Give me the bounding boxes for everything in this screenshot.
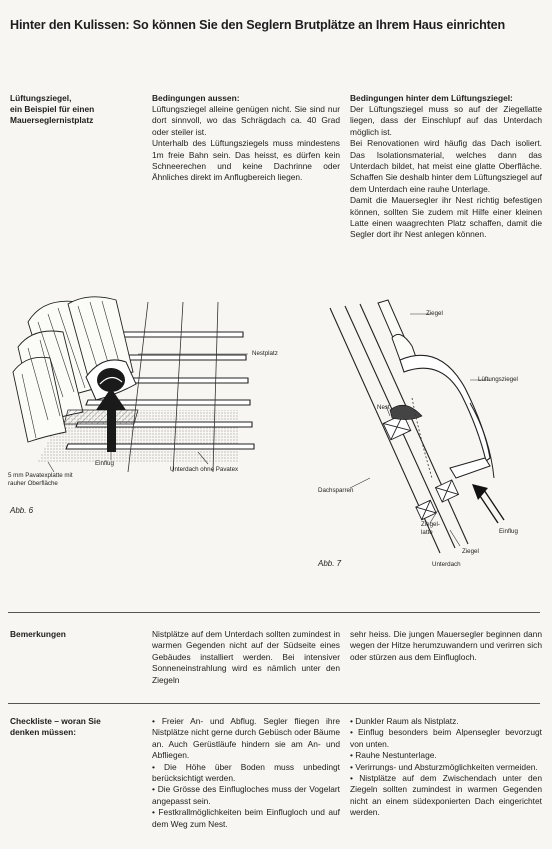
conditions-outside-heading: Bedingungen aussen: (152, 93, 240, 103)
fig7-label-ziegel-bottom: Ziegel (462, 548, 479, 555)
fig6-label-einflug: Einflug (95, 460, 114, 467)
list-item: • Rauhe Nestunterlage. (350, 750, 437, 761)
figure-6-roof-illustration (8, 292, 268, 482)
checklist-heading: Checkliste – woran Sie denken müssen: (10, 716, 101, 737)
remarks-text-a: Nistplätze auf dem Unterdach sollten zumindest in warmen Gegenden nicht auf der Südseite eines Gebäudes installiert werden. Bei intensiver Sonneneinstrahlung wird es nämlich unter den Ziegeln (152, 629, 340, 685)
fig7-label-unterdach: Unterdach (432, 561, 461, 568)
conditions-inside-text: Der Lüftungsziegel muss so auf der Ziegellatte liegen, dass der Einschlupf auf das Unterdach möglich ist. Bei Renovationen wird häufig das Dach isoliert. Das Isolationsmaterial, welches dann das Unterdach bildet, hat meist eine glatte Oberfläche. Schaffen Sie deshalb hinter dem Lüftungsziegel auf dem Unterdach eine rauhe Unterlage. Damit die Mauersegler ihr Nest richtig befestigen können, sollten Sie zudem mit Hilfe einer kleinen Latte einen waagrechten Platz schaffen, damit die Segler dort ihr Nest anlegen können. (350, 104, 542, 240)
list-item: • Dunkler Raum als Nistplatz. (350, 716, 459, 726)
fig7-caption: Abb. 7 (318, 559, 342, 568)
checklist-column-a (152, 716, 340, 830)
list-item: • Die Grösse des Einflugloches muss der Vogelart angepasst sein. (152, 784, 340, 806)
fig7-label-ziegel-top: Ziegel (426, 310, 443, 317)
fig6-label-nestplatz: Nestplatz (252, 350, 278, 357)
intro-heading: Lüftungsziegel, ein Beispiel für einen Mauerseglernistplatz (10, 93, 95, 125)
page-title: Hinter den Kulissen: So können Sie den Seglern Brutplätze an Ihrem Haus einrichten (10, 18, 506, 32)
fig7-label-einflug: Einflug (499, 528, 518, 535)
fig6-label-unterdach: Unterdach ohne Pavatex (170, 466, 239, 473)
list-item: • Freier An- und Abflug. Segler fliegen ihre Nistplätze nicht gerne durch Gebüsch oder Bäume an. Auch Gerüstläufe hindern sie am An- und Abfliegen. (152, 716, 340, 761)
checklist-column-b (350, 716, 542, 819)
fig7-label-ziegellatte: Ziegel- latte (421, 521, 440, 536)
fig7-label-nest: Nest (377, 404, 390, 411)
list-item: • Festkrallmöglichkeiten beim Einflugloch und auf dem Weg zum Nest. (152, 807, 340, 829)
list-item: • Verirrungs- und Absturzmöglichkeiten vermeiden. (350, 761, 538, 772)
fig7-label-lueftungsziegel: Lüftungsziegel (478, 376, 518, 383)
conditions-outside (152, 93, 340, 184)
conditions-inside (350, 93, 542, 241)
figure-7-section-diagram (300, 298, 520, 568)
fig6-caption: Abb. 6 (10, 506, 34, 515)
fig6-label-pavatex-plate: 5 mm Pavatexplatte mit rauher Oberfläche (8, 472, 73, 487)
conditions-inside-heading: Bedingungen hinter dem Lüftungsziegel: (350, 93, 513, 103)
conditions-outside-text: Lüftungsziegel alleine genügen nicht. Sie sind nur dort sinnvoll, wo das Schrägdach ca. 40 Grad oder steiler ist. Unterhalb des Lüftungsziegels muss mindestens 1m freie Bahn sein. Das heisst, es dürfen kein Schneerechen und keine Dachrinne oder Ähnliches direkt im Anflugbereich liegen. (152, 104, 340, 183)
fig7-label-dachsparren: Dachsparren (318, 487, 354, 494)
list-item: • Die Höhe über Boden muss unbedingt berücksichtigt werden. (152, 761, 340, 784)
divider-checklist (8, 703, 540, 704)
divider-remarks (8, 612, 540, 613)
list-item: • Einflug besonders beim Alpensegler bevorzugt von unten. (350, 727, 542, 749)
remarks-text-b: sehr heiss. Die jungen Mauersegler beginnen dann wegen der Hitze herumzuwandern und verirren sich oder stürzen aus dem Einflugloch. (350, 629, 542, 662)
list-item: • Nistplätze auf dem Zwischendach unter den Ziegeln sollten zumindest in warmen Gegenden nicht an einem südexponierten Dach eingerichtet werden. (350, 773, 542, 818)
remarks-heading: Bemerkungen (10, 629, 66, 639)
